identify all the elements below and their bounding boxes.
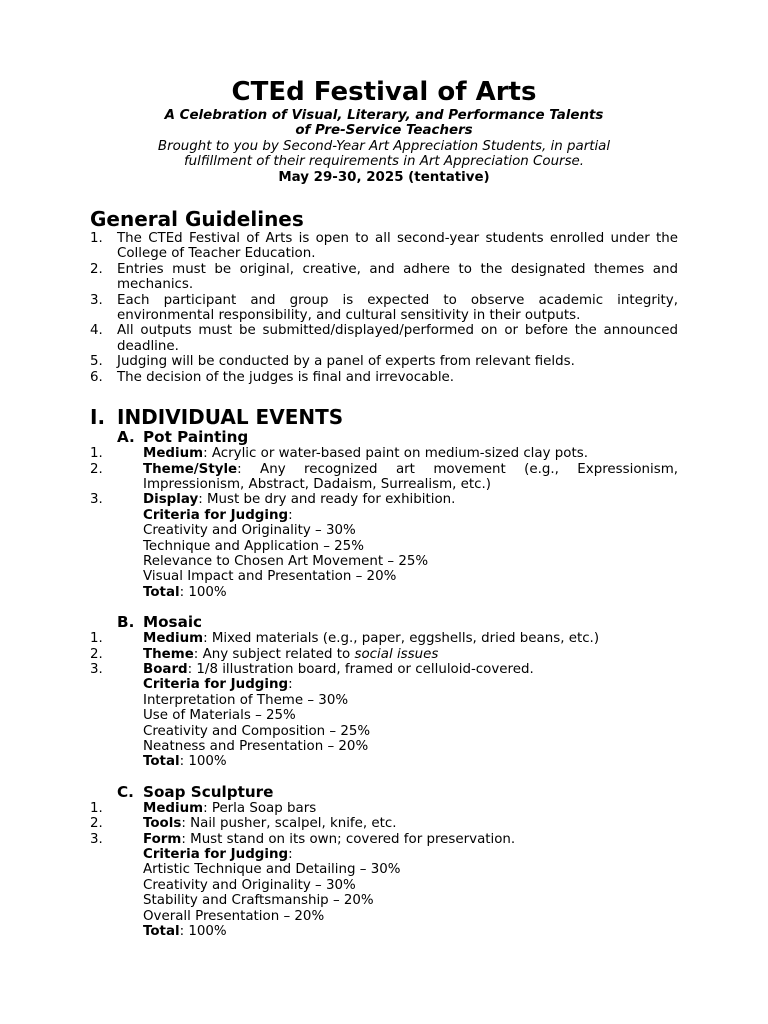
list-item [90,293,678,324]
judging-criteria: Criteria for Judging: Creativity and Originality – 30% Technique and Application – 25% Relevance to Chosen Art Movement – 25% Visual Impact and Presentation – 20% Total: 100% [143,508,678,600]
event-letter: C. [117,782,134,801]
event-name: Pot Painting [143,428,249,447]
document-page [90,76,678,939]
spec-text: : Any subject related to [193,646,355,662]
list-item [90,354,678,369]
criterion: Relevance to Chosen Art Movement – 25% [143,553,429,569]
criteria-label: Criteria for Judging [143,507,289,523]
item-number: 2. [90,261,103,277]
item-number: 1. [90,631,103,647]
list-item [90,631,678,646]
guidelines-heading: General Guidelines [90,207,304,232]
event-name: Soap Sculpture [143,782,274,801]
spec-text: : 1/8 illustration board, framed or celluloid-covered. [187,661,534,677]
judging-criteria: Criteria for Judging: Interpretation of Theme – 30% Use of Materials – 25% Creativity and Composition – 25% Neatness and Presentation – 20% Total: 100% [143,677,678,769]
event-soap-sculpture [90,782,678,940]
list-item [90,832,678,847]
item-text: The decision of the judges is final and irrevocable. [117,369,455,385]
event-title [117,784,678,801]
event-date: May 29-30, 2025 (tentative) [278,169,490,185]
event-mosaic [90,613,678,770]
spec-text: : Perla Soap bars [203,800,317,816]
event-specs [90,631,678,677]
event-pot-painting [90,428,678,600]
criteria-label: Criteria for Judging [143,847,289,863]
section-heading [90,405,678,429]
criterion: Creativity and Composition – 25% [143,723,371,739]
spec-label: Medium [143,800,204,816]
item-number: 5. [90,354,103,370]
list-item [90,492,678,507]
spec-label: Tools [143,816,182,832]
event-title [117,429,678,446]
event-specs [90,446,678,508]
criterion: Interpretation of Theme – 30% [143,692,349,708]
spec-text: : Mixed materials (e.g., paper, eggshells, dried beans, etc.) [203,631,600,647]
item-number: 3. [90,661,103,677]
individual-events-section [90,405,678,939]
criterion: Artistic Technique and Detailing – 30% [143,862,401,878]
criterion: Technique and Application – 25% [143,538,364,554]
list-item [90,662,678,677]
criterion: Use of Materials – 25% [143,708,296,724]
list-item [90,231,678,262]
document-title: CTEd Festival of Arts [231,77,537,107]
judging-criteria: Criteria for Judging: Artistic Technique and Detailing – 30% Creativity and Originality – 30% Stability and Craftsmanship – 20% Overall Presentation – 20% Total: 100% [143,847,678,939]
spec-label: Theme [143,646,194,662]
criterion: Visual Impact and Presentation – 20% [143,569,397,585]
event-letter: B. [117,613,135,632]
section-title: INDIVIDUAL EVENTS [117,405,344,430]
subtitle-line-1: A Celebration of Visual, Literary, and Performance Talents [164,108,604,123]
criteria-total [143,754,678,769]
total-label: Total [143,924,180,940]
criteria-total [143,924,678,939]
criterion: Neatness and Presentation – 20% [143,739,369,754]
item-number: 2. [90,816,103,832]
item-text: Entries must be original, creative, and adhere to the designated themes and mechanics. [117,261,678,293]
general-guidelines [90,207,678,385]
list-item [90,446,678,461]
spec-text: : Nail pusher, scalpel, knife, etc. [181,816,397,832]
spec-label: Form [143,831,182,847]
brought-line-1: Brought to you by Second-Year Art Appreciation Students, in partial [157,138,611,154]
item-number: 3. [90,831,103,847]
list-item [90,262,678,293]
list-item [90,323,678,354]
spec-label: Display [143,492,199,508]
item-text: Judging will be conducted by a panel of experts from relevant fields. [117,354,575,370]
spec-label: Medium [143,631,204,647]
item-number: 2. [90,646,103,662]
criterion: Creativity and Originality – 30% [143,523,356,539]
item-number: 1. [90,800,103,816]
item-text: The CTEd Festival of Arts is open to all second-year students enrolled under the College of Teacher Education. [117,231,678,262]
criterion: Creativity and Originality – 30% [143,877,356,893]
list-item [90,462,678,493]
criterion: Overall Presentation – 20% [143,908,325,924]
list-item [90,801,678,816]
spec-text: : Must be dry and ready for exhibition. [198,492,456,508]
total-value: : 100% [179,754,227,770]
criteria-total [143,585,678,600]
event-letter: A. [117,428,135,447]
total-label: Total [143,754,180,770]
spec-text: : Must stand on its own; covered for preservation. [181,831,516,847]
item-number: 2. [90,461,103,477]
item-number: 1. [90,446,103,462]
item-text: All outputs must be submitted/displayed/performed on or before the announced deadline. [117,323,678,354]
section-numeral: I. [90,405,106,430]
guidelines-list [90,231,678,385]
event-title [117,614,678,631]
spec-text: : Acrylic or water-based paint on medium-sized clay pots. [203,446,588,462]
spec-label: Medium [143,446,204,462]
spec-label: Board [143,661,188,677]
subtitle-line-2: of Pre-Service Teachers [295,123,473,139]
list-item [90,370,678,385]
item-number: 4. [90,323,103,339]
total-value: : 100% [179,924,227,940]
item-text: Each participant and group is expected to observe academic integrity, environmental responsibility, and cultural sensitivity in their outputs. [117,292,678,324]
item-number: 3. [90,492,103,508]
criteria-label: Criteria for Judging [143,677,289,693]
spec-italic-text: social issues [354,646,439,662]
list-item [90,647,678,662]
total-label: Total [143,584,180,600]
document-header [90,76,678,185]
item-number: 1. [90,231,103,247]
item-number: 6. [90,369,103,385]
item-number: 3. [90,292,103,308]
brought-line-2: fulfillment of their requirements in Art Appreciation Course. [183,154,585,170]
total-value: : 100% [179,584,227,600]
list-item [90,816,678,831]
event-specs [90,801,678,847]
event-name: Mosaic [143,613,203,632]
criterion: Stability and Craftsmanship – 20% [143,893,374,909]
spec-label: Theme/Style [143,461,238,477]
spec-text: : Any recognized art movement (e.g., Expressionism, Impressionism, Abstract, Dadaism, Surrealism, etc.) [143,461,678,492]
